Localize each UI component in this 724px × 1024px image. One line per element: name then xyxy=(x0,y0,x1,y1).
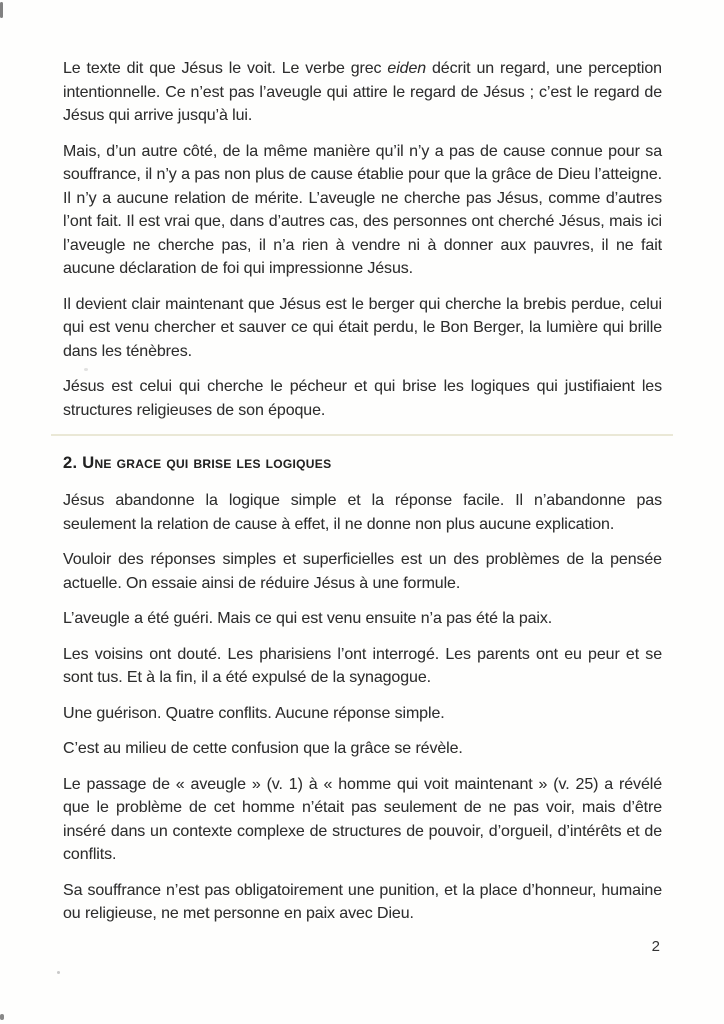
paragraph: Il devient clair maintenant que Jésus est le berger qui cherche la brebis perdue, celui qui est venu chercher et sauver ce qui était perdu, le Bon Berger, la lumière qui brille dans les ténèbres. xyxy=(63,295,662,360)
scan-speck xyxy=(57,971,60,974)
section-divider xyxy=(51,434,673,436)
intro-text-before: Le texte dit que Jésus le voit. Le verbe grec xyxy=(63,60,388,77)
scan-speck xyxy=(84,368,88,371)
greek-term-italic: eiden xyxy=(387,60,427,77)
paragraph: C’est au milieu de cette confusion que la grâce se révèle. xyxy=(63,740,463,757)
page-content xyxy=(63,57,662,938)
paragraph-intro xyxy=(63,57,662,128)
paragraph: L’aveugle a été guéri. Mais ce qui est venu ensuite n’a pas été la paix. xyxy=(63,610,553,627)
paragraph: Les voisins ont douté. Les pharisiens l’ont interrogé. Les parents ont eu peur et se sont tus. Et à la fin, il a été expulsé de la synagogue. xyxy=(63,645,662,686)
section-heading: 2. Une grace qui brise les logiques xyxy=(63,454,332,472)
page-number: 2 xyxy=(651,938,660,955)
paragraph: Sa souffrance n’est pas obligatoirement une punition, et la place d’honneur, humaine ou religieuse, ne met personne en paix avec Dieu. xyxy=(63,881,662,922)
paragraph: Une guérison. Quatre conflits. Aucune réponse simple. xyxy=(63,704,445,722)
paragraph: Vouloir des réponses simples et superficielles est un des problèmes de la pensée actuelle. On essaie ainsi de réduire Jésus à une formule. xyxy=(63,551,662,592)
scan-mark-top-left xyxy=(0,2,3,18)
intro-text-after: décrit un regard, une perception intentionnelle. Ce n’est pas l’aveugle qui attire le regard de Jésus ; c’est le regard de Jésus qui arrive jusqu’à lui. xyxy=(63,60,662,124)
paragraph: Le passage de « aveugle » (v. 1) à « homme qui voit maintenant » (v. 25) a révélé que le problème de cet homme n’était pas seulement de ne pas voir, mais d’être inséré dans un contexte complexe de structures de pouvoir, d’orgueil, d’intérêts et de conflits. xyxy=(63,775,662,863)
paragraph: Mais, d’un autre côté, de la même manière qu’il n’y a pas de cause connue pour sa souffrance, il n’y a pas non plus de cause établie pour que la grâce de Dieu l’atteigne. Il n’y a aucune relation de mérite. L’aveugle ne cherche pas Jésus, comme d’autres l’ont fait. Il est vrai que, dans d’autres cas, des personnes ont cherché Jésus, mais ici l’aveugle ne cherche pas, il n’a rien à vendre ni à donner aux pauvres, il ne fait aucune déclaration de foi qui impressionne Jésus. xyxy=(63,142,662,277)
scan-speck xyxy=(0,1014,4,1020)
paragraph: Jésus est celui qui cherche le pécheur et qui brise les logiques qui justifiaient les structures religieuses de son époque. xyxy=(63,378,662,419)
paragraph: Jésus abandonne la logique simple et la réponse facile. Il n’abandonne pas seulement la relation de cause à effet, il ne donne non plus aucune explication. xyxy=(63,492,662,533)
